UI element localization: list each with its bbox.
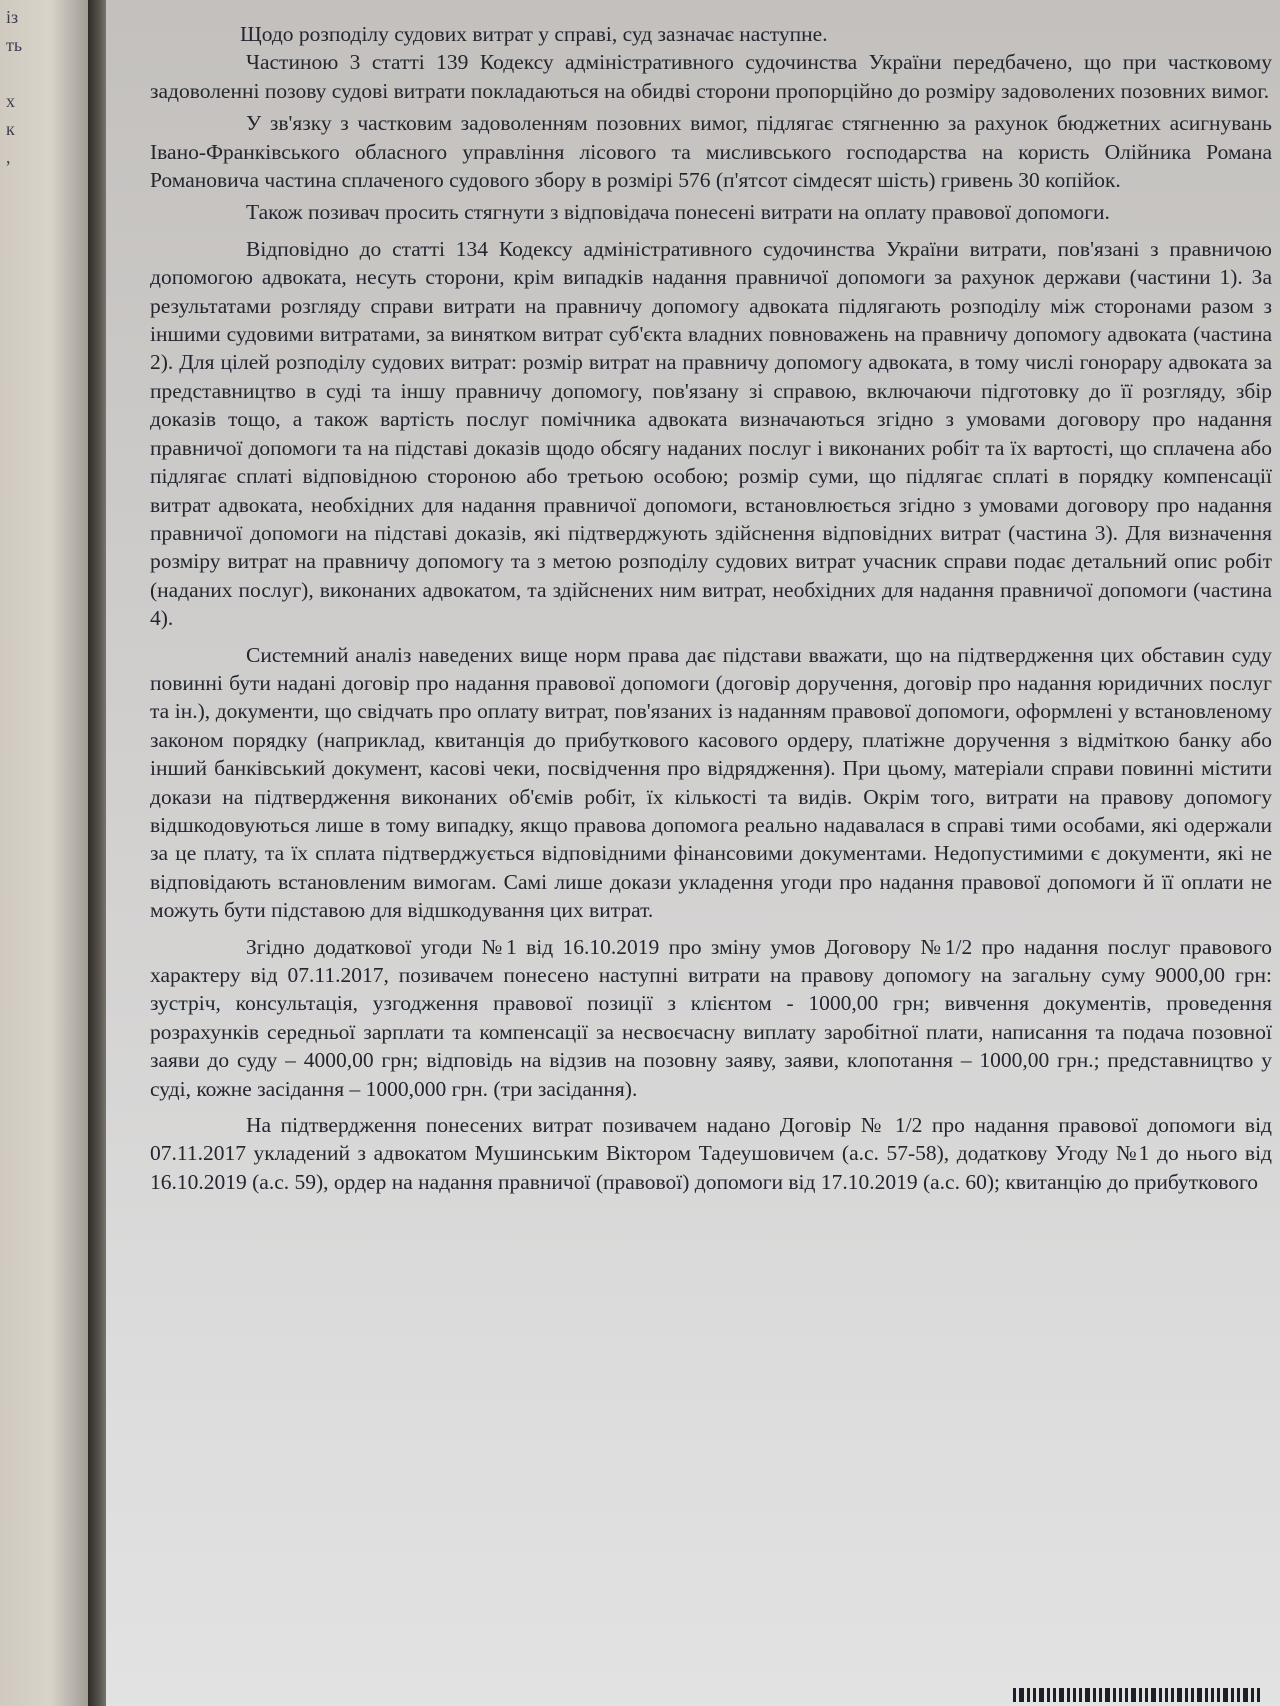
margin-fragment: ть	[6, 35, 23, 55]
paragraph-court-fee: У зв'язку з частковим задоволенням позовних вимог, підлягає стягненню за рахунок бюджетних асигнувань Івано-Франківського обласного управління лісового та мисливського господарства на користь Олійника Романа Романовича частина сплаченого судового збору в розмірі 576 (п'ятсот сімдесят шість) гривень 30 копійок.	[150, 111, 1272, 193]
margin-fragment	[6, 56, 22, 84]
barcode-strip	[1013, 1686, 1260, 1702]
left-page-edge	[0, 0, 92, 1706]
paragraph-article-139: Частиною 3 статті 139 Кодексу адміністративного судочинства України передбачено, що при частковому задоволенні позову судові витрати покладаються на обидві сторони пропорційно до розміру задоволених позовних вимог.	[150, 50, 1272, 103]
document-page	[106, 0, 1280, 1706]
margin-fragment: к	[6, 119, 15, 139]
margin-fragment: із	[6, 7, 19, 27]
paragraph-article-134: Відповідно до статті 134 Кодексу адміністративного судочинства України витрати, пов'язані з правничою допомогою адвоката, несуть сторони, крім випадків надання правничої допомоги за рахунок держави (частини 1). За результатами розгляду справи витрати на правничу допомогу адвоката підлягають розподілу між сторонами разом з іншими судовими витратами, за винятком витрат суб'єкта владних повноважень на правничу допомогу адвоката (частина 2). Для цілей розподілу судових витрат: розмір витрат на правничу допомогу адвоката, в тому числі гонорару адвоката за представництво в суді та іншу правничу допомогу, пов'язану зі справою, включаючи підготовку до її розгляду, збір доказів тощо, а також вартість послуг помічника адвоката визначаються згідно з умовами договору про надання правничої допомоги та на підставі доказів щодо обсягу наданих послуг і виконаних робіт та їх вартості, що сплачена або підлягає сплаті відповідною стороною або третьою особою; розмір суми, що підлягає сплаті в порядку компенсації витрат адвоката, необхідних для надання правничої допомоги, встановлюється згідно з умовами договору про надання правничої допомоги на підставі доказів, які підтверджують здійснення відповідних витрат (частина 3). Для визначення розміру витрат на правничу допомогу та з метою розподілу судових витрат учасник справи подає детальний опис робіт (наданих послуг), виконаних адвокатом, та здійснених ним витрат, необхідних для надання правничої допомоги (частина 4).	[150, 236, 1272, 631]
paragraph-additional-agreement: Згідно додаткової угоди №1 від 16.10.2019 про зміну умов Договору №1/2 про надання послуг правового характеру від 07.11.2017, позивачем понесено наступні витрати на правову допомогу на загальну суму 9000,00 грн: зустріч, консультація, узгодження правової позиції з клієнтом - 1000,00 грн; вивчення документів, проведення розрахунків середньої зарплати та компенсації за несвоєчасну виплату заробітної плати, написання та подача позовної заяви до суду – 4000,00 грн; відповідь на відзив на позовну заяву, заяви, клопотання – 1000,00 грн.; представництво у суді, кожне засідання – 1000,000 грн. (три засідання).	[150, 934, 1272, 1101]
margin-fragment: ,	[6, 147, 11, 167]
paragraph-systemic-analysis: Системний аналіз наведених вище норм права дає підстави вважати, що на підтвердження цих обставин суду повинні бути надані договір про надання правової допомоги (договір доручення, договір про надання юридичних послуг та ін.), документи, що свідчать про оплату витрат, пов'язаних із наданням правової допомоги, оформлені у встановленому законом порядку (наприклад, квитанція до прибуткового касового ордеру, платіжне доручення з відміткою банку або інший банківський документ, касові чеки, посвідчення про відрядження). При цьому, матеріали справи повинні містити докази на підтвердження виконаних об'ємів робіт, їх кількості та видів. Окрім того, витрати на правову допомогу відшкодовуються лише в тому випадку, якщо правова допомога реально надавалася в справі тими особами, які одержали за це плату, та їх сплата підтверджується відповідними фінансовими документами. Недопустимими є документи, які не відповідають встановленим вимогам. Самі лише докази укладення угоди про надання правової допомоги й її оплати не можуть бути підставою для відшкодування цих витрат.	[150, 642, 1272, 923]
margin-fragment: х	[6, 91, 15, 111]
paragraph-legal-aid-request: Також позивач просить стягнути з відповідача понесені витрати на оплату правової допомоги.	[246, 200, 1110, 225]
left-margin-fragments	[6, 0, 22, 168]
document-body	[150, 20, 1272, 1196]
paragraph-costs-intro: Щодо розподілу судових витрат у справі, суд зазначає наступне.	[240, 22, 828, 46]
paragraph-evidence: На підтвердження понесених витрат позивачем надано Договір № 1/2 про надання правової допомоги від 07.11.2017 укладений з адвокатом Мушинським Віктором Тадеушовичем (а.с. 57-58), додаткову Угоду №1 до нього від 16.10.2019 (а.с. 59), ордер на надання правничої (правової) допомоги від 17.10.2019 (а.с. 60); квитанцію до прибуткового	[150, 1113, 1272, 1194]
